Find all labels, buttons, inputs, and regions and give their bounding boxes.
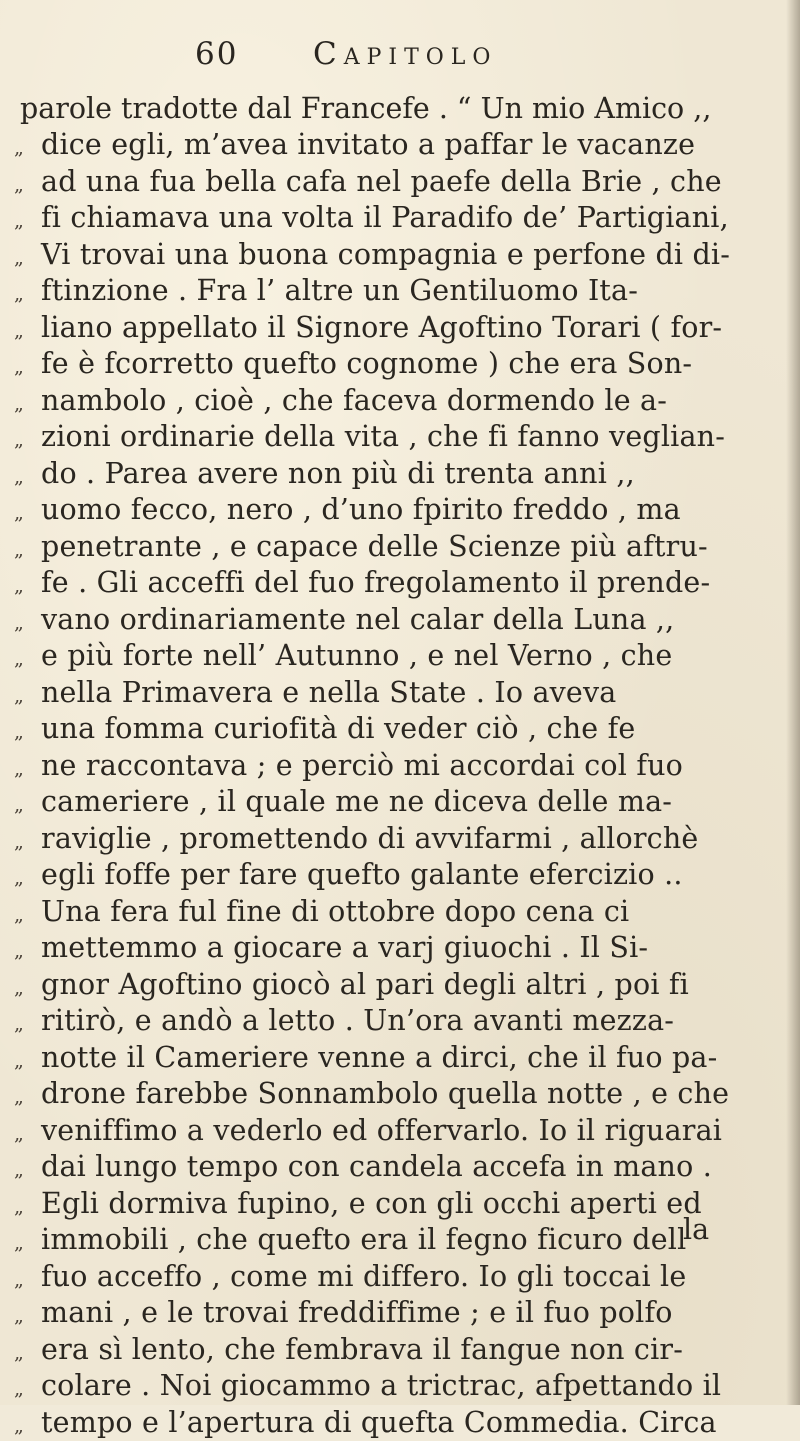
quote-mark: „: [14, 1123, 41, 1145]
quote-mark: „: [14, 210, 41, 232]
text-line: [14, 383, 780, 420]
text-line: [14, 1186, 780, 1223]
quote-mark: „: [14, 831, 41, 853]
quote-mark: „: [14, 1305, 41, 1327]
quote-mark: „: [14, 320, 41, 342]
text-line: [14, 565, 780, 602]
line-text: tempo e l’apertura di quefta Commedia. Circa: [41, 1405, 717, 1441]
text-line: [14, 857, 780, 894]
line-text: mani , e le trovai freddiffime ; e il fuo polfo: [41, 1295, 673, 1332]
text-line: [14, 1368, 780, 1405]
line-text: mettemmo a giocare a varj giuochi . Il Si-: [41, 930, 648, 967]
text-line: [14, 1113, 780, 1150]
text-line: [14, 1076, 780, 1113]
text-line: [14, 529, 780, 566]
quote-mark: „: [14, 247, 41, 269]
line-text: egli foffe per fare quefto galante efercizio ..: [41, 857, 683, 894]
line-text: ritirò, e andò a letto . Un’ora avanti mezza-: [41, 1003, 674, 1040]
quote-mark: „: [14, 502, 41, 524]
line-text: cameriere , il quale me ne diceva delle ma-: [41, 784, 672, 821]
text-line: [14, 456, 780, 493]
text-line: [14, 1332, 780, 1369]
quote-mark: „: [14, 429, 41, 451]
line-text: colare . Noi giocammo a trictrac, afpettando il: [41, 1368, 721, 1405]
line-text: raviglie , promettendo di avvifarmi , allorchè: [41, 821, 698, 858]
text-line: [14, 310, 780, 347]
quote-mark: „: [14, 137, 41, 159]
line-text: dice egli, m’avea invitato a paffar le vacanze: [41, 127, 695, 164]
quote-mark: „: [14, 174, 41, 196]
quote-mark: „: [14, 1013, 41, 1035]
quote-mark: „: [14, 867, 41, 889]
line-text: vano ordinariamente nel calar della Luna ,,: [41, 602, 674, 639]
text-line: [14, 1295, 780, 1332]
line-text: fi chiamava una volta il Paradifo de’ Partigiani,: [41, 200, 729, 237]
quote-mark: „: [14, 356, 41, 378]
line-text: nella Primavera e nella State . Io aveva: [41, 675, 617, 712]
quote-mark: „: [14, 977, 41, 999]
line-text: immobili , che quefto era il fegno ficuro dell: [41, 1222, 686, 1259]
line-text: Una fera ful fine di ottobre dopo cena ci: [41, 894, 629, 931]
quote-mark: „: [14, 575, 41, 597]
line-text: fe è fcorretto quefto cognome ) che era Son-: [41, 346, 692, 383]
line-text: Vi trovai una buona compagnia e perfone di di-: [41, 237, 730, 274]
quote-mark: „: [14, 1196, 41, 1218]
text-line: [14, 821, 780, 858]
line-text: do . Parea avere non più di trenta anni ,,: [41, 456, 635, 493]
line-text: nambolo , cioè , che faceva dormendo le a-: [41, 383, 667, 420]
text-line: [14, 346, 780, 383]
line-text: ftinzione . Fra l’ altre un Gentiluomo Ita-: [41, 273, 638, 310]
text-line: [14, 675, 780, 712]
quote-mark: „: [14, 940, 41, 962]
quote-mark: „: [14, 1415, 41, 1437]
quote-mark: „: [14, 758, 41, 780]
quote-mark: „: [14, 1232, 41, 1254]
quote-mark: „: [14, 648, 41, 670]
text-line: [14, 748, 780, 785]
text-line: [14, 273, 780, 310]
quote-mark: „: [14, 904, 41, 926]
page-number: 60: [195, 36, 238, 72]
line-text: fuo acceffo , come mi differo. Io gli toccai le: [41, 1259, 686, 1296]
catchword: la: [683, 1213, 709, 1246]
line-text: Egli dormiva fupino, e con gli occhi aperti ed: [41, 1186, 702, 1223]
text-line: [14, 1040, 780, 1077]
line-text: veniffimo a vederlo ed offervarlo. Io il riguarai: [41, 1113, 722, 1150]
quote-mark: „: [14, 1342, 41, 1364]
text-line: [14, 638, 780, 675]
text-line: [14, 492, 780, 529]
quote-mark: „: [14, 1159, 41, 1181]
line-text: penetrante , e capace delle Scienze più aftru-: [41, 529, 708, 566]
body-text: [14, 127, 780, 1441]
body-first-line: parole tradotte dal Francefe . “ Un mio Amico ,,: [20, 90, 780, 127]
quote-mark: „: [14, 721, 41, 743]
text-line: [14, 1259, 780, 1296]
text-line: [14, 602, 780, 639]
quote-mark: „: [14, 283, 41, 305]
line-text: dai lungo tempo con candela accefa in mano .: [41, 1149, 712, 1186]
line-text: liano appellato il Signore Agoftino Torari ( for-: [41, 310, 722, 347]
line-text: gnor Agoftino giocò al pari degli altri , poi fi: [41, 967, 689, 1004]
line-text: fe . Gli acceffi del fuo fregolamento il prende-: [41, 565, 710, 602]
text-line: [14, 711, 780, 748]
line-text: una fomma curiofità di veder ciò , che fe: [41, 711, 635, 748]
line-text: ne raccontava ; e perciò mi accordai col fuo: [41, 748, 683, 785]
quote-mark: „: [14, 685, 41, 707]
quote-mark: „: [14, 393, 41, 415]
quote-mark: „: [14, 539, 41, 561]
line-text: e più forte nell’ Autunno , e nel Verno , che: [41, 638, 672, 675]
text-line: [14, 930, 780, 967]
page-edge-shadow: [786, 0, 800, 1405]
quote-mark: „: [14, 466, 41, 488]
quote-mark: „: [14, 1050, 41, 1072]
line-text: era sì lento, che fembrava il fangue non cir-: [41, 1332, 683, 1369]
text-line: [14, 1003, 780, 1040]
quote-mark: „: [14, 1378, 41, 1400]
line-text: notte il Cameriere venne a dirci, che il fuo pa-: [41, 1040, 717, 1077]
quote-mark: „: [14, 612, 41, 634]
text-line: [14, 237, 780, 274]
line-text: zioni ordinarie della vita , che fi fanno veglian-: [41, 419, 725, 456]
quote-mark: „: [14, 794, 41, 816]
text-line: [14, 164, 780, 201]
text-line: [14, 127, 780, 164]
text-line: [14, 1405, 780, 1441]
text-line: [14, 200, 780, 237]
quote-mark: „: [14, 1086, 41, 1108]
text-line: [14, 784, 780, 821]
text-line: [14, 419, 780, 456]
line-text: ad una fua bella cafa nel paefe della Brie , che: [41, 164, 722, 201]
text-line: [14, 894, 780, 931]
text-line: [14, 967, 780, 1004]
text-line: [14, 1222, 780, 1259]
running-head: [195, 36, 615, 84]
line-text: uomo fecco, nero , d’uno fpirito freddo , ma: [41, 492, 681, 529]
quote-mark: „: [14, 1269, 41, 1291]
chapter-title: Capitolo: [313, 36, 497, 72]
line-text: drone farebbe Sonnambolo quella notte , e che: [41, 1076, 729, 1113]
text-line: [14, 1149, 780, 1186]
